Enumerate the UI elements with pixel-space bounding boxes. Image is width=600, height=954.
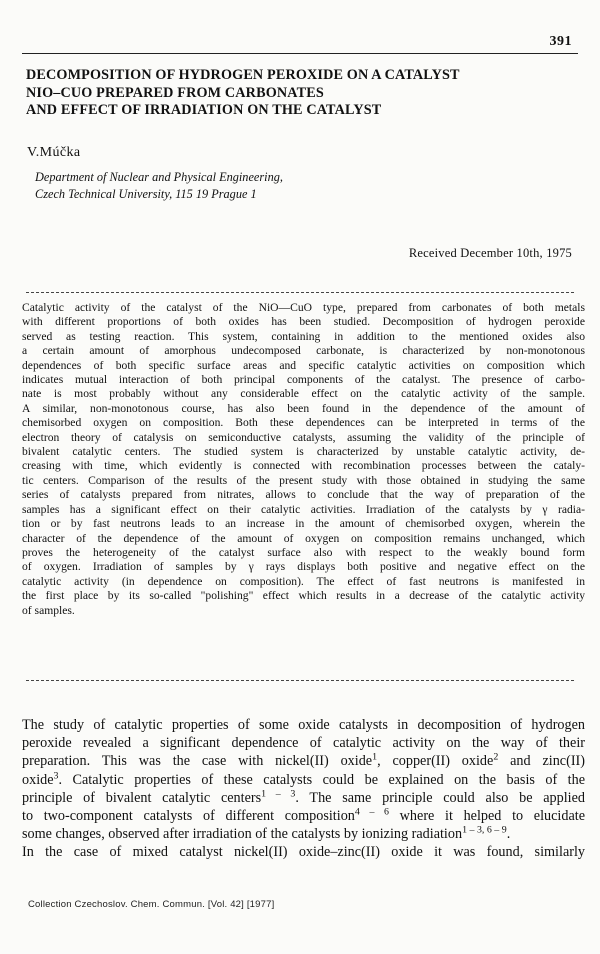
abstract — [22, 301, 585, 618]
affiliation-line: Department of Nuclear and Physical Engineering, — [35, 170, 283, 184]
body-text — [22, 716, 585, 862]
body-line: peroxide revealed a significant dependence of catalytic activity on the way of their — [22, 735, 585, 752]
abstract-line: indicates mutual interaction of both principal components of the catalyst. The presence of carbo- — [22, 373, 585, 387]
affiliation — [35, 169, 283, 203]
abstract-line: catalytic activity (in dependence on composition). The effect of fast neutrons is manifested in — [22, 574, 585, 588]
author: V.Múčka — [27, 145, 81, 160]
abstract-line: A similar, non-monotonous course, has also been found in the dependence of the amount of — [22, 401, 585, 415]
abstract-line: creasing with time, which evidently is connected with recombination processes between the cataly- — [22, 459, 585, 473]
abstract-line: the first place by its so-called "polishing" effect which results in a decrease of the catalytic activity — [22, 589, 585, 603]
citation: 1 – 3 — [261, 788, 296, 800]
citation: 3 — [53, 769, 59, 781]
abstract-line: proves the heterogeneity of the catalyst surface also with respect to the weakly bound form — [22, 545, 585, 559]
abstract-line: series of catalysts prepared from nitrates, allows to conclude that the way of preparation of the — [22, 488, 585, 502]
abstract-line: bivalent catalytic centers. The studied system is characterized by unstable catalytic activity, de- — [22, 445, 585, 459]
title-line: AND EFFECT OF IRRADIATION ON THE CATALYST — [26, 102, 382, 118]
citation: 1 – 3, 6 – 9 — [462, 824, 507, 836]
abstract-line: tic centers. Comparison of the results of the present study with those obtained in studying the same — [22, 473, 585, 487]
body-line: oxide$^3$. Catalytic properties of these catalysts could be explained on the basis of the — [22, 769, 585, 788]
journal-footer: Collection Czechoslov. Chem. Commun. [Vol. 42] [1977] — [28, 899, 275, 910]
abstract-bottom-rule — [26, 680, 574, 681]
abstract-line: of oxygen. Irradiation of samples by γ rays displays both positive and negative effect on the — [22, 560, 585, 574]
citation: 1 — [372, 751, 378, 763]
page-number: 391 — [549, 34, 572, 49]
citation: 2 — [493, 751, 499, 763]
title-line: NIO–CUO PREPARED FROM CARBONATES — [26, 84, 324, 101]
body-line: some changes, observed after irradiation of the catalysts by ionizing radiation$^{1 - 3, 6 - 9}$. — [22, 824, 511, 843]
received-date: Received December 10th, 1975 — [408, 246, 572, 260]
body-line: The study of catalytic properties of some oxide catalysts in decomposition of hydrogen — [22, 717, 585, 733]
abstract-line: character of the dependence of the amount of oxygen on composition remains unchanged, which — [22, 531, 585, 545]
abstract-line: served as testing reaction. This system, containing in addition to the mentioned oxides also — [22, 329, 585, 343]
abstract-line: electron theory of catalysis on semiconductive catalysts, assuming the validity of the principle of — [22, 430, 585, 444]
abstract-line: dependences of both specific surface areas and specific catalytic activities on composition which — [22, 358, 585, 372]
abstract-line: a certain amount of amorphous undecomposed carbonate, is characterized by non-monotonous — [22, 344, 585, 358]
abstract-line: with different proportions of both oxides has been studied. Decomposition of hydrogen peroxide — [22, 315, 585, 329]
article-title — [26, 67, 581, 120]
abstract-line: tion or by fast neutrons leads to an increase in the amount of chemisorbed oxygen, wherein the — [22, 517, 585, 531]
body-line: preparation. This was the case with nickel(II) oxide$^1$, copper(II) oxide$^2$ and zinc(II) — [22, 751, 585, 770]
abstract-top-rule — [26, 292, 574, 293]
body-line: principle of bivalent catalytic centers$^{1 - 3}$. The same principle could also be applied — [22, 788, 586, 806]
abstract-line: Catalytic activity of the catalyst of the NiO—CuO type, prepared from carbonates of both metals — [22, 301, 585, 314]
title-line: DECOMPOSITION OF HYDROGEN PEROXIDE ON A CATALYST — [26, 67, 460, 83]
abstract-line: nate is most probably without any considerable effect on the catalytic activity of the sample. — [22, 387, 585, 401]
body-line: In the case of mixed catalyst nickel(II) oxide–zinc(II) oxide it was found, similarly — [22, 844, 585, 861]
affiliation-line: Czech Technical University, 115 19 Prague 1 — [35, 187, 257, 201]
header-rule — [22, 53, 578, 54]
citation: 4 – 6 — [354, 806, 389, 818]
abstract-line: of samples. — [22, 603, 75, 617]
abstract-line: samples has a significant effect on their catalytic activities. Irradiation of the catalysts by γ radia- — [22, 502, 585, 516]
abstract-line: chemisorbed oxygen on composition. Both these dependences can be interpreted in terms of the — [22, 416, 585, 430]
body-line: to two-component catalysts of different composition$^{4 - 6}$ where it helped to elucidate — [22, 806, 585, 825]
